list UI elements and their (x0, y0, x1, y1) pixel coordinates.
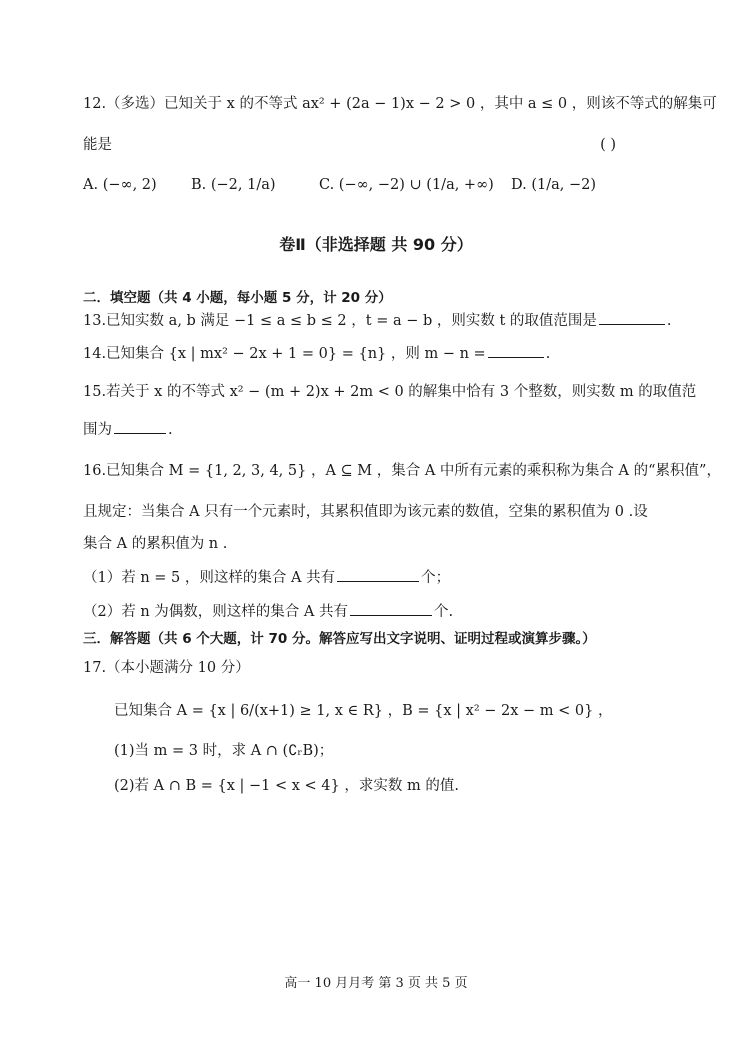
option-b-value: (−2, 1/a) (210, 177, 276, 193)
q13-answer-blank (599, 309, 665, 325)
q15-line2-text: 围为 (83, 422, 112, 438)
option-d (511, 174, 596, 196)
option-a-value: (−∞, 2) (102, 177, 157, 193)
question-13 (83, 309, 712, 332)
q12-line2 (83, 134, 712, 156)
q15-end: . (168, 422, 173, 438)
page-footer: 高一 10 月月考 第 3 页 共 5 页 (284, 976, 468, 991)
q16-line2: 且规定：当集合 A 只有一个元素时，其累积值即为该元素的数值，空集的累积值为 0 .设 (83, 504, 648, 520)
q15-line2 (83, 418, 712, 441)
option-b (191, 174, 276, 196)
option-a (83, 174, 157, 196)
q14-answer-blank (488, 342, 544, 358)
section-2-title: 卷Ⅱ（非选择题 共 90 分） (279, 235, 473, 254)
option-d-label: D. (511, 177, 527, 193)
q17-sub2: (2)若 A ∩ B = {x | −1 < x < 4} ，求实数 m 的值. (114, 778, 459, 794)
q13-text: 13.已知实数 a, b 满足 −1 ≤ a ≤ b ≤ 2 ，t = a − b ，则实数 t 的取值范围是 (83, 313, 597, 329)
q17-stem: 已知集合 A = {x | 6/(x+1) ≥ 1, x ∈ R} ，B = {x | x² − 2x − m < 0} ， (114, 703, 613, 719)
q15-line1: 15.若关于 x 的不等式 x² − (m + 2)x + 2m < 0 的解集中恰有 3 个整数，则实数 m 的取值范 (83, 384, 697, 400)
q16-sub2 (83, 600, 712, 623)
option-a-label: A. (83, 177, 99, 193)
q12-answer-paren: ( ) (600, 137, 616, 153)
q12-options (83, 174, 712, 198)
q16-sub1-end: 个； (421, 570, 451, 586)
q14-end: . (545, 346, 551, 362)
option-c (319, 174, 494, 196)
q16-line1: 16.已知集合 M = {1, 2, 3, 4, 5} ，A ⊆ M ，集合 A 中所有元素的乘积称为集合 A 的“累积值”， (83, 463, 721, 479)
q16-line3: 集合 A 的累积值为 n . (83, 536, 228, 552)
q16-sub1-text: （1）若 n = 5 ，则这样的集合 A 共有 (83, 570, 336, 586)
fill-in-heading: 二．填空题（共 4 小题，每小题 5 分，计 20 分） (83, 290, 392, 306)
q14-text: 14.已知集合 {x | mx² − 2x + 1 = 0} = {n} ，则 m − n = (83, 346, 486, 362)
q12-line2-text: 能是 (83, 137, 112, 153)
q16-sub1 (83, 566, 712, 589)
solution-heading: 三．解答题（共 6 个大题，计 70 分。解答应写出文字说明、证明过程或演算步骤。） (83, 631, 596, 647)
option-b-label: B. (191, 177, 207, 193)
question-14 (83, 342, 712, 365)
q15-answer-blank (114, 418, 166, 434)
q12-line1: 12.（多选）已知关于 x 的不等式 ax² + (2a − 1)x − 2 > 0 ，其中 a ≤ 0 ，则该不等式的解集可 (83, 96, 717, 112)
q16-sub1-blank (337, 566, 419, 582)
q16-sub2-end: 个. (433, 604, 454, 620)
option-d-value: (1/a, −2) (531, 177, 596, 193)
q17-title: 17.（本小题满分 10 分） (83, 660, 250, 676)
q17-sub1: (1)当 m = 3 时，求 A ∩ (∁ᵣB)； (114, 743, 334, 759)
option-c-label: C. (319, 177, 335, 193)
q16-sub2-blank (350, 600, 432, 616)
option-c-value: (−∞, −2) ∪ (1/a, +∞) (338, 177, 494, 193)
q16-sub2-text: （2）若 n 为偶数，则这样的集合 A 共有 (83, 604, 348, 620)
q13-end: . (666, 313, 672, 329)
